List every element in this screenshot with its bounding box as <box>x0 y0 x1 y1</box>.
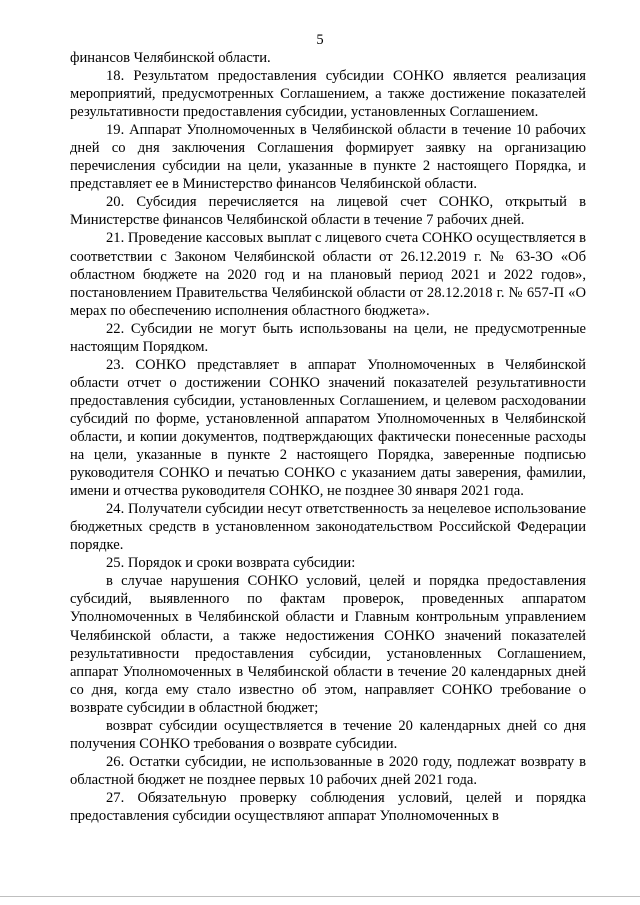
paragraph-24: 24. Получатели субсидии несут ответственность за нецелевое использование бюджетных средств в установленном законодательством Российской Федерации порядке. <box>70 501 586 554</box>
paragraph-18: 18. Результатом предоставления субсидии СОНКО является реализация мероприятий, предусмотренных Соглашением, а также достижение показателей результативности предоставления субсидии, установленных Соглашением. <box>70 68 586 121</box>
paragraph-21: 21. Проведение кассовых выплат с лицевого счета СОНКО осуществляется в соответствии с Законом Челябинской области от 26.12.2019 г. № 63-ЗО «Об областном бюджете на 2020 год и на плановый период 2021 и 2022 годов», постановлением Правительства Челябинской области от 28.12.2018 г. № 657-П «О мерах по обеспечению исполнения областного бюджета». <box>70 230 586 319</box>
page-number: 5 <box>316 32 324 48</box>
page-bottom-edge <box>0 896 640 897</box>
paragraph-26: 26. Остатки субсидии, не использованные в 2020 году, подлежат возврату в областной бюджет не позднее первых 10 рабочих дней 2021 года. <box>70 753 586 788</box>
paragraph-25: 25. Порядок и сроки возврата субсидии: <box>106 555 356 572</box>
paragraph-20: 20. Субсидия перечисляется на лицевой счет СОНКО, открытый в Министерстве финансов Челябинской области в течение 7 рабочих дней. <box>70 194 586 229</box>
paragraph-25-item-1: в случае нарушения СОНКО условий, целей и порядка предоставления субсидий, выявленного по фактам проверок, проведенных аппаратом Уполномоченных в Челябинской области и Главным контрольным управлением Челябинской области, а также недостижения СОНКО значений показателей результативности предоставления субсидии, установленных Соглашением, аппарат Уполномоченных в Челябинской области в течение 20 календарных дней со дня, когда ему стало известно об этом, направляет СОНКО требование о возврате субсидии в областной бюджет; <box>70 573 586 716</box>
paragraph-25-item-2: возврат субсидии осуществляется в течение 20 календарных дней со дня получения СОНКО требования о возврате субсидии. <box>70 717 586 752</box>
paragraph-continuation: финансов Челябинской области. <box>70 50 271 66</box>
document-body <box>70 49 586 825</box>
paragraph-19: 19. Аппарат Уполномоченных в Челябинской области в течение 10 рабочих дней со дня заключения Соглашения формирует заявку на организацию перечисления субсидии на цели, указанные в пункте 2 настоящего Порядка, и представляет ее в Министерство финансов Челябинской области. <box>70 122 586 193</box>
paragraph-27: 27. Обязательную проверку соблюдения условий, целей и порядка предоставления субсидии осуществляют аппарат Уполномоченных в <box>70 789 586 824</box>
paragraph-22: 22. Субсидии не могут быть использованы на цели, не предусмотренные настоящим Порядком. <box>70 320 586 355</box>
paragraph-23: 23. СОНКО представляет в аппарат Уполномоченных в Челябинской области отчет о достижении СОНКО значений показателей результативности предоставления субсидии, установленных Соглашением, и целевом расходовании субсидий по форме, установленной аппаратом Уполномоченных в Челябинской области, и копии документов, подтверждающих фактически понесенные расходы на цели, указанные в пункте 2 настоящего Порядка, заверенные подписью руководителя СОНКО и печатью СОНКО с указанием даты заверения, фамилии, имени и отчества руководителя СОНКО, не позднее 30 января 2021 года. <box>70 356 586 500</box>
